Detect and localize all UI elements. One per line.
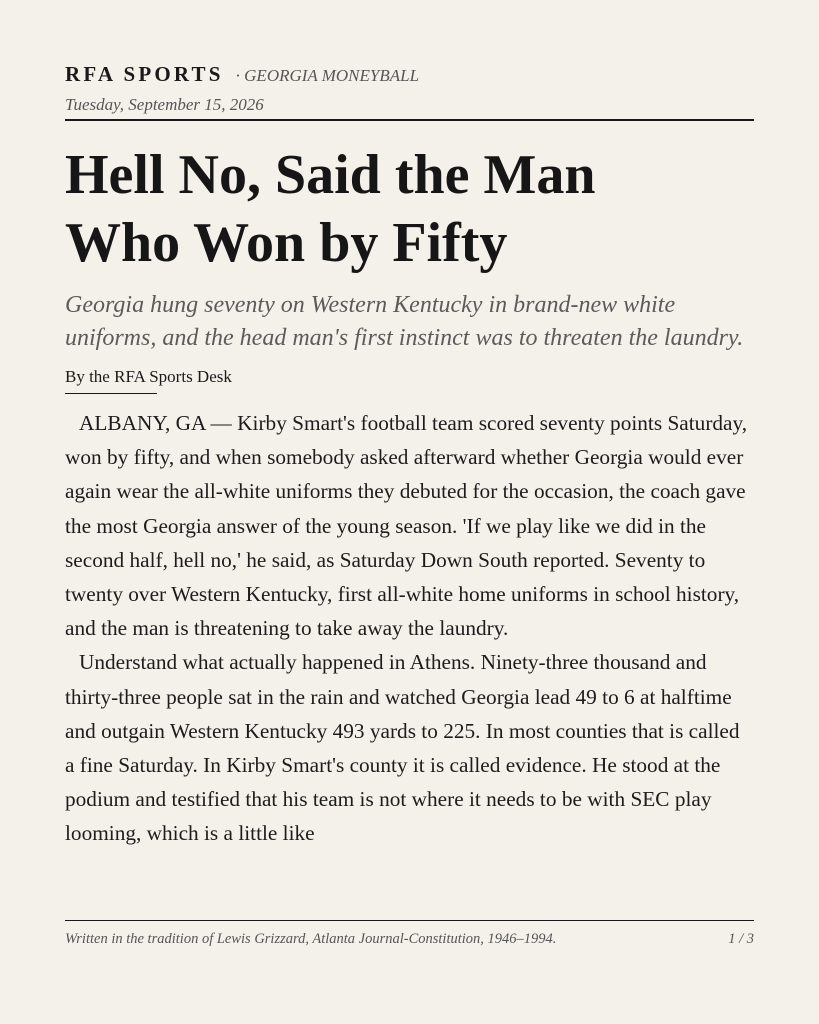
section-label: · GEORGIA MONEYBALL: [235, 66, 420, 85]
paragraph: Understand what actually happened in Athens. Ninety-three thousand and thirty-three people sat in the rain and watched Georgia lead 49 to 6 at halftime and outgain Western Kentucky 493 yards to 225. In most counties that is called a fine Saturday. In Kirby Smart's county it is called evidence. He stood at the podium and testified that his team is not where it needs to be with SEC play looming, which is a little like: [65, 650, 740, 846]
byline: By the RFA Sports Desk: [65, 367, 232, 386]
brand-name: RFA SPORTS: [65, 62, 224, 86]
publication-date: Tuesday, September 15, 2026: [65, 95, 264, 114]
masthead: [65, 62, 754, 96]
page-footer: [65, 920, 754, 948]
footer-credit: Written in the tradition of Lewis Grizzard, Atlanta Journal-Constitution, 1946–1994.: [65, 931, 557, 947]
byline-rule: [65, 393, 157, 394]
masthead-rule: [65, 119, 754, 121]
headline-line-2: Who Won by Fifty: [65, 212, 508, 274]
headline-line-1: Hell No, Said the Man: [65, 144, 596, 206]
dek-subtitle: Georgia hung seventy on Western Kentucky in brand-new white uniforms, and the head man's first instinct was to threaten the laundry.: [65, 292, 744, 351]
page-number: 1 / 3: [728, 931, 754, 947]
article-page: [65, 62, 754, 962]
article-body: [65, 406, 754, 868]
headline: [65, 141, 754, 277]
paragraph: ALBANY, GA — Kirby Smart's football team scored seventy points Saturday, won by fifty, and when somebody asked afterward whether Georgia would ever again wear the all-white uniforms they debuted for the occasion, the coach gave the most Georgia answer of the young season. 'If we play like we did in the second half, hell no,' he said, as Saturday Down South reported. Seventy to twenty over Western Kentucky, first all-white home uniforms in school history, and the man is threatening to take away the laundry.: [65, 411, 748, 641]
